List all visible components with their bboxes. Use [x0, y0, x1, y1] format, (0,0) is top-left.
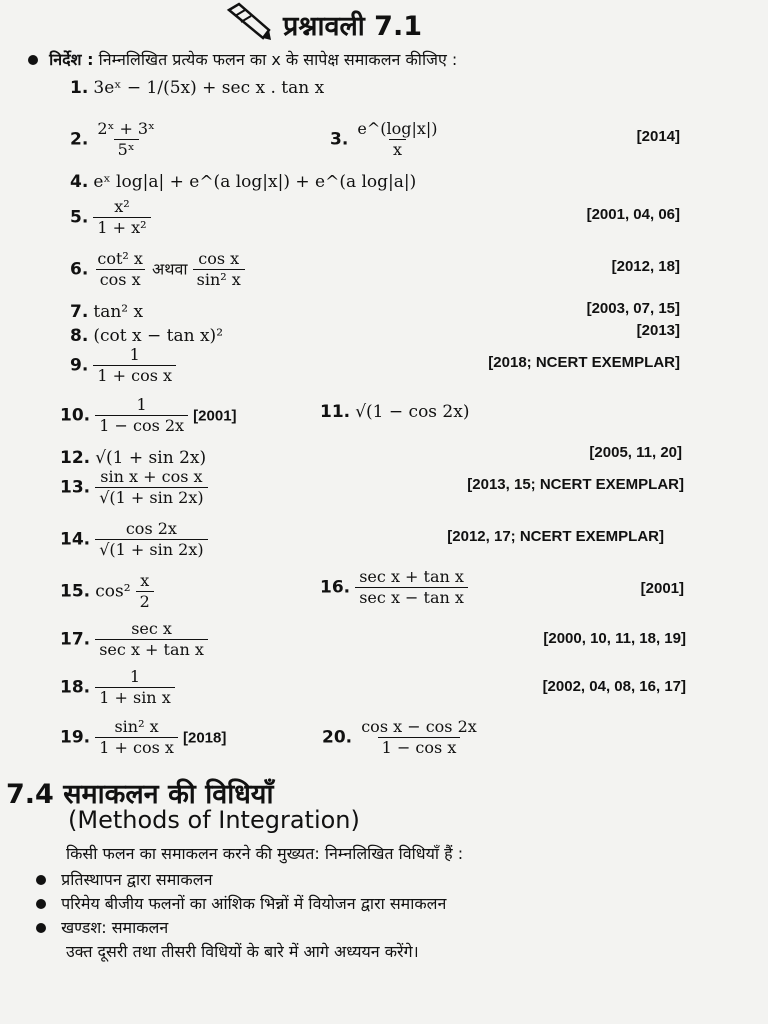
- connector-text: अथवा: [152, 259, 188, 279]
- denominator: 1 + cos x: [95, 737, 178, 757]
- fraction: [93, 198, 150, 238]
- question-number: 16.: [320, 577, 351, 598]
- question-number: 6.: [70, 259, 89, 280]
- section-intro: किसी फलन का समाकलन करने की मुख्यत: निम्नलिखित विधियाँ हैं :: [66, 844, 464, 863]
- denominator: sin² x: [193, 269, 245, 289]
- question-number: 3.: [330, 129, 349, 150]
- question-5: [70, 198, 151, 238]
- instruction-label: निर्देश :: [49, 50, 94, 69]
- question-expression: cos²: [95, 581, 131, 602]
- fraction: [95, 718, 178, 758]
- year-reference: [2005, 11, 20]: [589, 444, 682, 461]
- section-title: समाकलन की विधियाँ: [63, 779, 274, 810]
- method-item: [36, 892, 446, 914]
- question-number: 18.: [60, 677, 91, 698]
- denominator: sec x + tan x: [95, 639, 208, 659]
- section-subtitle: (Methods of Integration): [68, 806, 360, 834]
- question-6: [70, 250, 245, 290]
- fraction: [357, 718, 481, 758]
- question-number: 17.: [60, 629, 91, 650]
- numerator: 2ˣ + 3ˣ: [97, 119, 155, 138]
- exercise-title: प्रश्नावली 7.1: [283, 11, 422, 42]
- list-bullet: [36, 875, 46, 885]
- question-number: 20.: [322, 727, 353, 748]
- question-17: [60, 620, 208, 660]
- denominator: 5ˣ: [114, 139, 139, 159]
- question-12: [60, 448, 206, 468]
- question-number: 4.: [70, 172, 89, 192]
- question-8: [70, 326, 223, 346]
- numerator: cos x: [198, 249, 240, 268]
- question-15: [60, 572, 154, 612]
- instruction-bullet: [28, 55, 38, 65]
- numerator: cos 2x: [125, 519, 177, 538]
- question-number: 12.: [60, 448, 91, 468]
- numerator: sin x + cos x: [100, 467, 203, 486]
- instruction-text: निम्नलिखित प्रत्येक फलन का x के सापेक्ष समाकलन कीजिए :: [98, 50, 458, 69]
- denominator: cos x: [96, 269, 145, 289]
- fraction: [95, 620, 208, 660]
- year-reference: [2003, 07, 15]: [586, 300, 680, 317]
- list-bullet: [36, 899, 46, 909]
- denominator: sec x − tan x: [355, 587, 468, 607]
- question-10: [60, 396, 237, 436]
- question-14: [60, 520, 208, 560]
- numerator: sin² x: [114, 717, 159, 736]
- numerator: sec x: [131, 619, 172, 638]
- numerator: e^(log|x|): [357, 119, 438, 138]
- numerator: 1: [129, 345, 140, 364]
- question-expression: (cot x − tan x)²: [93, 326, 224, 346]
- method-label: प्रतिस्थापन द्वारा समाकलन: [61, 870, 213, 889]
- year-reference: [2013, 15; NCERT EXEMPLAR]: [467, 476, 684, 493]
- denominator: √(1 + sin 2x): [95, 539, 207, 559]
- question-number: 19.: [60, 727, 91, 748]
- question-3: [330, 120, 442, 160]
- question-number: 7.: [70, 302, 89, 322]
- year-reference: [2018]: [182, 729, 227, 747]
- fraction: [95, 668, 175, 708]
- pencil-hand-icon: [225, 2, 273, 42]
- method-label: खण्डश: समाकलन: [61, 918, 169, 937]
- numerator: x: [140, 571, 150, 590]
- denominator: 1 + cos x: [93, 365, 176, 385]
- question-expression: √(1 + sin 2x): [95, 448, 207, 468]
- fraction: [355, 568, 468, 608]
- fraction: [136, 572, 154, 612]
- method-item: [36, 868, 212, 890]
- method-item: [36, 916, 168, 938]
- year-reference: [2001, 04, 06]: [586, 206, 680, 223]
- question-11: [320, 402, 469, 422]
- question-9: [70, 346, 176, 386]
- numerator: sec x + tan x: [359, 567, 464, 586]
- question-number: 9.: [70, 355, 89, 376]
- denominator: 1 + x²: [93, 217, 150, 237]
- denominator: 2: [136, 591, 154, 611]
- question-18: [60, 668, 175, 708]
- year-reference: [2001]: [193, 407, 237, 425]
- question-7: [70, 302, 143, 322]
- question-number: 10.: [60, 405, 91, 426]
- question-number: 8.: [70, 326, 89, 346]
- question-number: 2.: [70, 129, 89, 150]
- question-expression: √(1 − cos 2x): [355, 402, 470, 422]
- numerator: cot² x: [97, 249, 143, 268]
- fraction: [93, 120, 159, 160]
- question-number: 11.: [320, 402, 351, 422]
- fraction-alt: [193, 250, 245, 290]
- section-number: 7.4: [6, 779, 54, 810]
- fraction: [95, 468, 207, 508]
- numerator: 1: [136, 395, 147, 414]
- question-4: [70, 172, 416, 192]
- numerator: x²: [114, 197, 130, 216]
- question-20: [322, 718, 481, 758]
- year-reference: [2000, 10, 11, 18, 19]: [543, 630, 686, 647]
- year-reference: [2013]: [636, 322, 680, 339]
- instruction-row: [28, 48, 457, 70]
- numerator: cos x − cos 2x: [361, 717, 477, 736]
- title-icon: [225, 2, 273, 42]
- denominator: 1 − cos 2x: [95, 415, 188, 435]
- year-reference: [2014]: [636, 128, 680, 145]
- question-13: [60, 468, 208, 508]
- fraction: [95, 396, 188, 436]
- question-number: 1.: [70, 78, 89, 98]
- denominator: √(1 + sin 2x): [95, 487, 207, 507]
- question-number: 15.: [60, 581, 91, 602]
- denominator: 1 + sin x: [95, 687, 175, 707]
- method-label: परिमेय बीजीय फलनों का आंशिक भिन्नों में वियोजन द्वारा समाकलन: [61, 894, 447, 913]
- question-19: [60, 718, 226, 758]
- fraction: [93, 346, 176, 386]
- numerator: 1: [129, 667, 141, 686]
- year-reference: [2002, 04, 08, 16, 17]: [542, 678, 686, 695]
- fraction: [353, 120, 441, 160]
- question-expression: eˣ log|a| + e^(a log|x|) + e^(a log|a|): [93, 172, 417, 192]
- question-16: [320, 568, 468, 608]
- question-2: [70, 120, 159, 160]
- fraction: [93, 250, 147, 290]
- question-number: 14.: [60, 529, 91, 550]
- year-reference: [2001]: [640, 580, 684, 597]
- question-number: 13.: [60, 477, 91, 498]
- question-expression: 3eˣ − 1/(5x) + sec x . tan x: [93, 78, 325, 98]
- fraction: [95, 520, 207, 560]
- list-bullet: [36, 923, 46, 933]
- year-reference: [2012, 17; NCERT EXEMPLAR]: [447, 528, 664, 545]
- denominator: 1 − cos x: [378, 737, 461, 757]
- denominator: x: [389, 139, 406, 159]
- year-reference: [2012, 18]: [611, 258, 680, 275]
- question-expression: tan² x: [93, 302, 144, 322]
- section-note: उक्त दूसरी तथा तीसरी विधियों के बारे में आगे अध्ययन करेंगे।: [66, 942, 419, 961]
- question-1: [70, 78, 324, 98]
- question-number: 5.: [70, 207, 89, 228]
- year-reference: [2018; NCERT EXEMPLAR]: [488, 354, 680, 371]
